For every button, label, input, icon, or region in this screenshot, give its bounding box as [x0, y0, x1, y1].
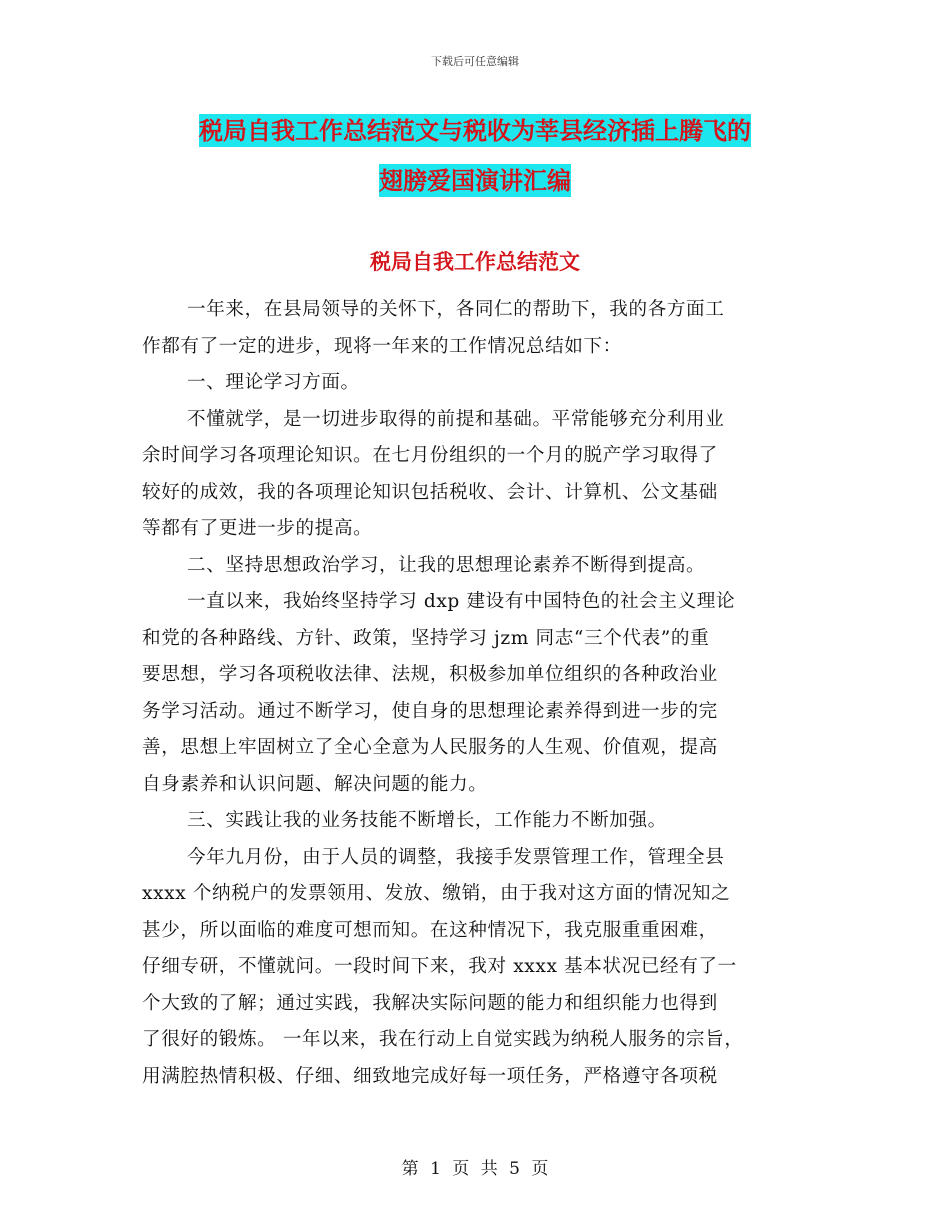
- section-title: 税局自我工作总结范文: [370, 249, 580, 274]
- header-note: 下载后可任意编辑: [431, 55, 519, 68]
- document-title: [130, 106, 820, 206]
- body-line: 今年九月份，由于人员的调整，我接手发票管理工作，管理全县: [187, 846, 725, 868]
- body-line: 仔细专研，不懂就问。一段时间下来，我对 xxxx 基本状况已经有了一: [142, 956, 737, 977]
- body-line: 善，思想上牢固树立了全心全意为人民服务的人生观、价值观，提高: [142, 737, 718, 758]
- body-line: 了很好的锻炼。 一年以来，我在行动上自觉实践为纳税人服务的宗旨，: [142, 1029, 744, 1050]
- body-line: 要思想，学习各项税收法律、法规，积极参加单位组织的各种政治业: [142, 664, 718, 685]
- body-line: 用满腔热情积极、仔细、细致地完成好每一项任务，严格遵守各项税: [142, 1065, 718, 1087]
- body-line: 余时间学习各项理论知识。在七月份组织的一个月的脱产学习取得了: [142, 445, 718, 466]
- body-line: xxxx 个纳税户的发票领用、发放、缴销，由于我对这方面的情况知之: [142, 883, 731, 904]
- body-line: 一、理论学习方面。: [187, 372, 360, 393]
- body-line: 甚少，所以面临的难度可想而知。在这种情况下，我克服重重困难，: [142, 919, 718, 941]
- body-line: 不懂就学，是一切进步取得的前提和基础。平常能够充分利用业: [187, 408, 725, 430]
- body-line: 三、实践让我的业务技能不断增长，工作能力不断加强。: [187, 810, 667, 831]
- body-line: 一年来，在县局领导的关怀下，各同仁的帮助下，我的各方面工: [187, 299, 725, 320]
- body-line: 等都有了更进一步的提高。: [142, 518, 373, 539]
- body-line: 自身素养和认识问题、解决问题的能力。: [142, 773, 488, 795]
- body-text: [142, 292, 822, 1095]
- body-line: 作都有了一定的进步，现将一年来的工作情况总结如下：: [142, 335, 622, 357]
- body-line: 务学习活动。通过不断学习，使自身的思想理论素养得到进一步的完: [142, 700, 718, 722]
- page-footer: 第 1 页 共 5 页: [401, 1159, 549, 1179]
- body-line: 一直以来，我始终坚持学习 dxp 建设有中国特色的社会主义理论: [187, 591, 736, 612]
- document-title-line-2: 翅膀爱国演讲汇编: [379, 166, 571, 195]
- body-line: 个大致的了解；通过实践，我解决实际问题的能力和组织能力也得到: [142, 992, 718, 1014]
- body-line: 和党的各种路线、方针、政策，坚持学习 jzm 同志“三个代表”的重: [142, 627, 710, 649]
- document-title-line-1: 税局自我工作总结范文与税收为莘县经济插上腾飞的: [199, 116, 751, 145]
- body-line: 二、坚持思想政治学习，让我的思想理论素养不断得到提高。: [187, 554, 706, 576]
- body-line: 较好的成效，我的各项理论知识包括税收、会计、计算机、公文基础: [142, 481, 718, 503]
